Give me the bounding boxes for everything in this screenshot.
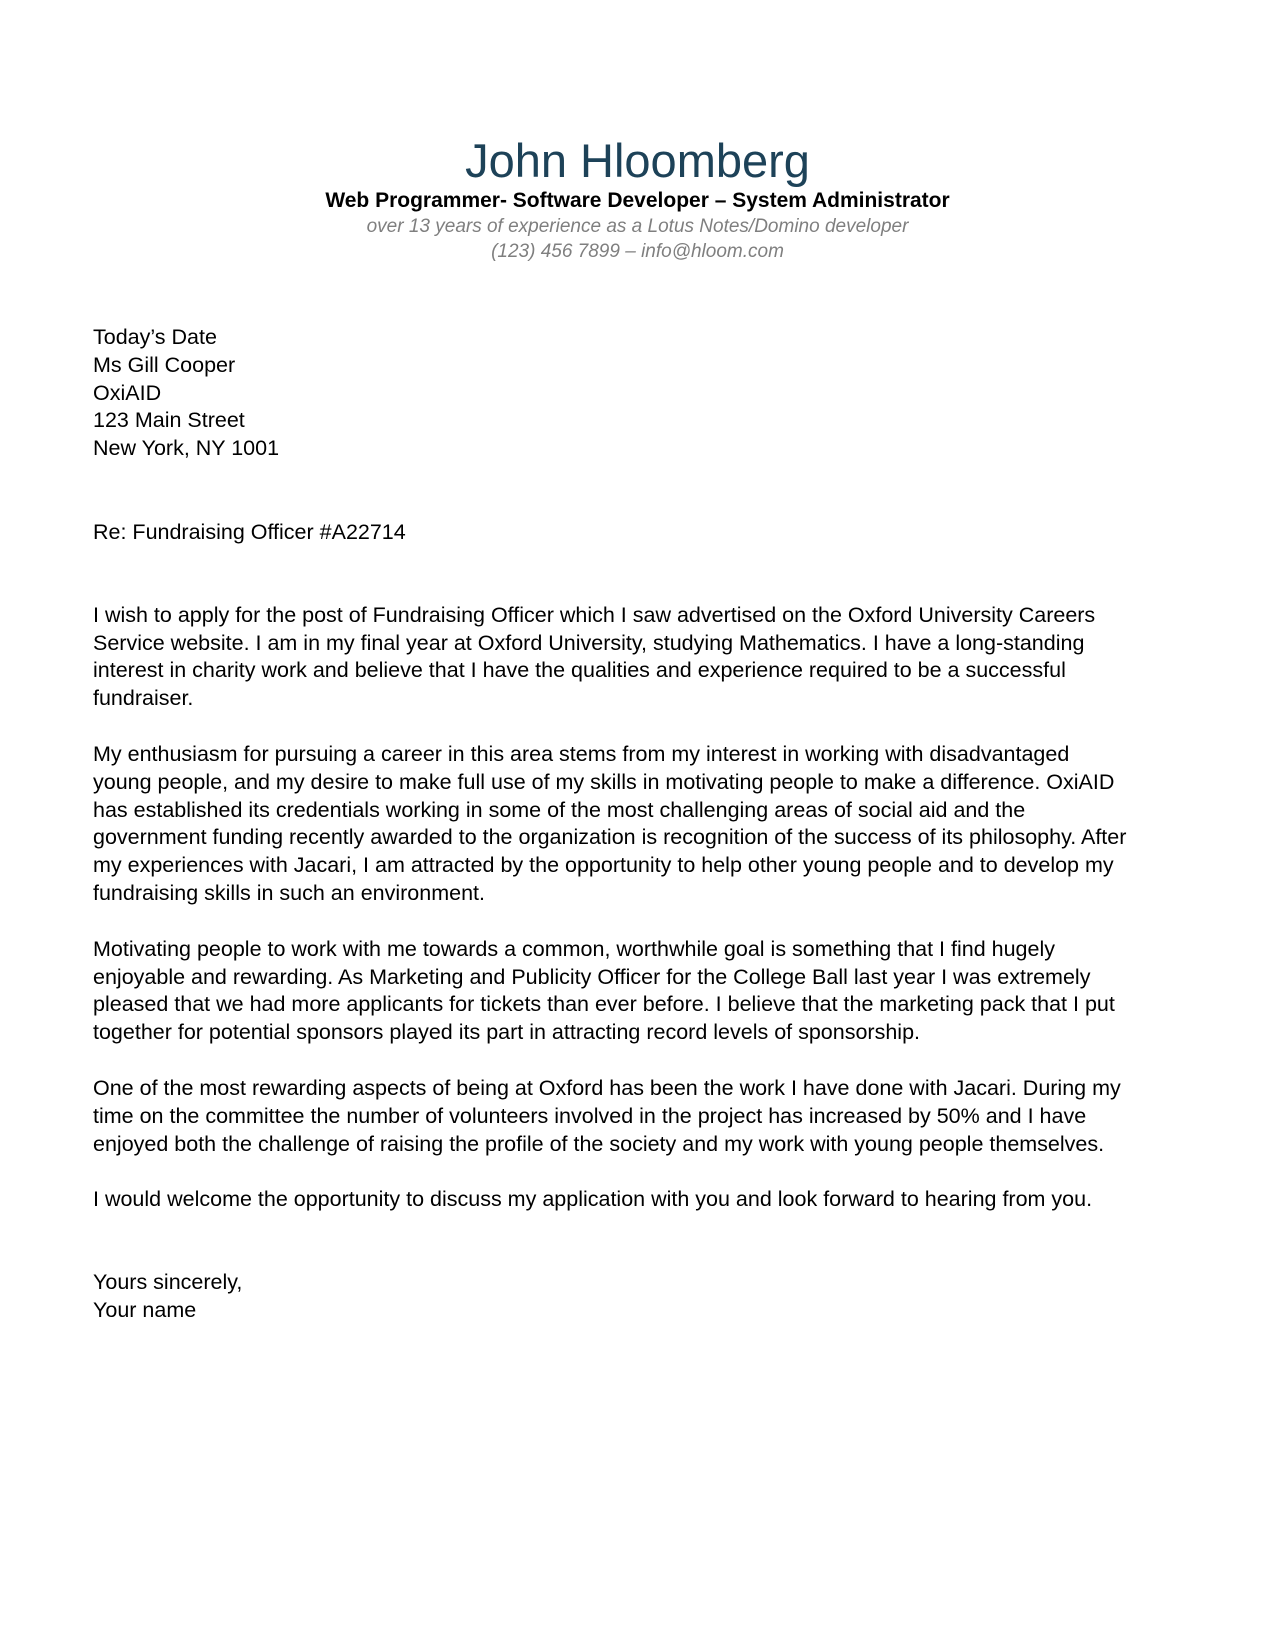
recipient-city: New York, NY 1001 <box>93 436 280 461</box>
paragraph-line: enjoyable and rewarding. As Marketing and Publicity Officer for the College Ball last year I was extremely <box>93 964 1091 989</box>
letter-date: Today’s Date <box>93 325 217 349</box>
paragraph-2 <box>93 741 1203 908</box>
paragraph-1 <box>93 602 1203 713</box>
applicant-headline: Web Programmer- Software Developer – System Administrator <box>325 189 950 212</box>
paragraph-line: has established its credentials working in some of the most challenging areas of social aid and the <box>93 797 1026 822</box>
recipient-name: Ms Gill Cooper <box>93 352 236 377</box>
letter-header <box>0 134 1275 264</box>
paragraph-3 <box>93 936 1203 1047</box>
closing-signature: Your name <box>93 1297 197 1322</box>
paragraph-line: enjoyed both the challenge of raising the profile of the society and my work with young people themselves. <box>93 1131 1105 1156</box>
paragraph-line: Service website. I am in my final year at Oxford University, studying Mathematics. I have a long-standing <box>93 630 1085 655</box>
recipient-company: OxiAID <box>93 380 162 405</box>
paragraph-line: interest in charity work and believe that I have the qualities and experience required to be a successful <box>93 658 1066 683</box>
applicant-name: John Hloomberg <box>465 134 810 187</box>
paragraph-line: My enthusiasm for pursuing a career in this area stems from my interest in working with disadvantaged <box>93 741 1070 766</box>
paragraph-line: fundraiser. <box>93 686 194 711</box>
paragraph-line: together for potential sponsors played its part in attracting record levels of sponsorship. <box>93 1020 921 1045</box>
paragraph-line: government funding recently awarded to the organization is recognition of the success of its philosophy. After <box>93 825 1127 850</box>
closing-salutation: Yours sincerely, <box>93 1270 243 1295</box>
paragraph-line: young people, and my desire to make full use of my skills in motivating people to make a difference. OxiAID <box>93 769 1115 794</box>
paragraph-line: my experiences with Jacari, I am attracted by the opportunity to help other young people and to develop my <box>93 853 1114 878</box>
reference-line: Re: Fundraising Officer #A22714 <box>93 519 406 544</box>
paragraph-line: Motivating people to work with me towards a common, worthwhile goal is something that I find hugely <box>93 936 1055 961</box>
paragraph-4 <box>93 1075 1203 1158</box>
letter-closing <box>93 1269 1203 1325</box>
paragraph-line: I wish to apply for the post of Fundraising Officer which I saw advertised on the Oxford University Careers <box>93 602 1096 627</box>
letter-body <box>93 324 1203 1325</box>
paragraph-line: fundraising skills in such an environment. <box>93 880 485 905</box>
applicant-tagline: over 13 years of experience as a Lotus Notes/Domino developer <box>366 216 909 237</box>
paragraph-line: pleased that we had more applicants for tickets than ever before. I believe that the marketing pack that I put <box>93 992 1115 1017</box>
recipient-street: 123 Main Street <box>93 408 245 433</box>
paragraph-5 <box>93 1186 1203 1214</box>
recipient-address <box>93 324 1203 463</box>
applicant-contact: (123) 456 7899 – info@hloom.com <box>491 241 784 262</box>
paragraph-line: I would welcome the opportunity to discuss my application with you and look forward to hearing from you. <box>93 1187 1093 1212</box>
paragraph-line: time on the committee the number of volunteers involved in the project has increased by 50% and I have <box>93 1103 1087 1128</box>
paragraph-line: One of the most rewarding aspects of being at Oxford has been the work I have done with Jacari. During my <box>93 1075 1121 1100</box>
